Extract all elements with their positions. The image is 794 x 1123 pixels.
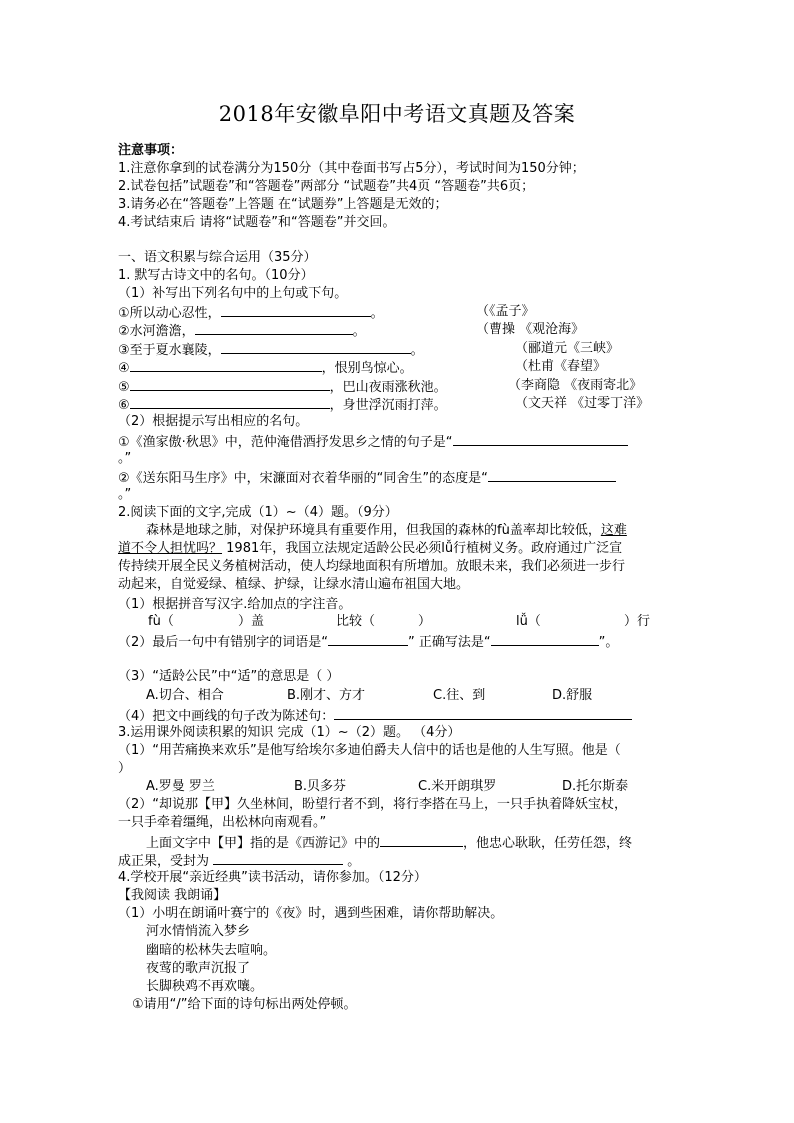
sub-item: ①请用“/”给下面的诗句标出两处停顿。 [132, 997, 357, 1012]
source: （《孟子》 [476, 304, 535, 319]
fill-line: ①所以动心忍性， 。 [118, 303, 384, 323]
question-heading: 4.学校开展“亲近经典”读书活动，请你参加。（12分） [118, 870, 427, 885]
notice-heading: 注意事项： [118, 143, 184, 158]
question-heading: 1. 默写古诗文中的名句。（10分） [118, 268, 314, 283]
source: （曹操 《观沧海》 [476, 322, 585, 337]
answer-blank[interactable] [488, 468, 616, 482]
answer-blank[interactable] [491, 632, 599, 646]
underlined-sentence: 这难 [600, 523, 627, 538]
option-d[interactable]: D.托尔斯泰 [562, 779, 629, 794]
answer-blank[interactable] [130, 377, 330, 391]
option-a[interactable]: A.罗曼 罗兰 [146, 779, 215, 794]
fill-line: ①《渔家傲·秋思》中，范仲淹借酒抒发思乡之情的句子是“ [118, 432, 628, 452]
option-c[interactable]: C.米开朗琪罗 [418, 779, 497, 794]
answer-blank[interactable] [221, 340, 411, 354]
underlined-sentence: 道不令人担忧吗？ [118, 541, 223, 556]
answer-blank[interactable] [195, 321, 353, 335]
fill-line: （4）把文中画线的句子改为陈述句： [118, 706, 632, 726]
option-d[interactable]: D.舒服 [552, 688, 593, 703]
option-c[interactable]: C.往、到 [433, 688, 486, 703]
poem-line: 夜莺的歌声沉报了 [146, 961, 251, 976]
activity-tag: 【我阅读 我朗诵】 [118, 888, 227, 903]
notice-item: 1.注意你拿到的试卷满分为150分（其中卷面书写占5分），考试时间为150分钟； [118, 161, 585, 176]
source: （李商隐 《夜雨寄北》 [508, 378, 643, 393]
answer-blank[interactable] [328, 632, 408, 646]
fill-line: ②《送东阳马生序》中，宋濂面对衣着华丽的“同舍生”的态度是“ [118, 468, 616, 488]
question-heading: 3.运用课外阅读积累的知识 完成（1）~（2）题。 （4分） [118, 725, 461, 740]
sub-question: （3）“适龄公民”中“适”的意思是（ ） [118, 669, 340, 684]
fill-line: ⑤ ，巴山夜雨涨秋池。 [118, 377, 447, 397]
answer-blank[interactable] [130, 358, 322, 372]
poem-line: 河水情悄流入梦乡 [146, 924, 251, 939]
pinyin-c: lǚ（ [516, 614, 541, 629]
answer-blank[interactable] [453, 432, 628, 446]
answer-blank[interactable] [334, 706, 632, 720]
sub-question: 一只手牵着缰绳，出松林向南观看。” [118, 815, 327, 830]
fill-line: 上面文字中【甲】指的是《西游记》中的 ，他忠心耿耿，任劳任怨，终 [118, 833, 632, 853]
sub-question: （1）小明在朗诵叶赛宁的《夜》时，遇到些困难，请你帮助解决。 [118, 906, 504, 921]
sub-question: （2）“却说那【甲】久坐林间，盼望行者不到，将行李搭在马上，一只手执着降妖宝杖， [118, 797, 628, 812]
sub-question: （2）根据提示写出相应的名句。 [118, 414, 309, 429]
fill-line: ④ ，恨别鸟惊心。 [118, 358, 413, 378]
line-end: 。” [118, 451, 132, 466]
fill-line: （2）最后一句中有错别字的词语是“ ” 正确写法是“ ”。 [118, 632, 618, 652]
pinyin-b: 比较（ [336, 614, 376, 629]
option-b[interactable]: B.贝多芬 [294, 779, 347, 794]
notice-item: 2.试卷包括”试题卷”和“答题卷”两部分 “试题卷”共4页 “答题卷”共6页； [118, 179, 535, 194]
section-heading: 一、语文积累与综合运用（35分） [118, 250, 317, 265]
notice-item: 4.考试结束后 请将“试题卷”和“答题卷”并交回。 [118, 215, 396, 230]
answer-blank[interactable] [213, 851, 343, 865]
pinyin-c-end[interactable]: ）行 [624, 614, 651, 629]
source: （杜甫《春望》 [515, 359, 607, 374]
option-b[interactable]: B.刚才、方才 [287, 688, 366, 703]
fill-line: ③至于夏水襄陵， 。 [118, 340, 424, 360]
question-heading: 2.阅读下面的文字,完成（1）~（4）题。（9分） [118, 505, 398, 520]
pinyin-a-end[interactable]: ）盖 [238, 614, 265, 629]
fill-line: ⑥ ，身世浮沉雨打萍。 [118, 395, 447, 415]
passage-line: 传持续开展全民义务植树活动，使人均绿地面积有所增加。放眼未来，我们必须进一步行 [118, 559, 626, 574]
passage-line: 动起来，自觉爱绿、植绿、护绿，让绿水清山遍布祖国大地。 [118, 577, 470, 592]
sub-question: （1）根据拼音写汉字.给加点的字注音。 [118, 597, 352, 612]
option-a[interactable]: A.切合、相合 [146, 688, 224, 703]
pinyin-b-end[interactable]: ） [418, 614, 432, 629]
line-end: 。” [118, 487, 132, 502]
answer-blank[interactable] [130, 395, 330, 409]
poem-line: 幽暗的松林失去喧响。 [146, 943, 277, 958]
fill-line: 成正果，受封为 。 [118, 851, 360, 871]
pinyin-a: fù（ [148, 614, 174, 629]
sub-question: （1）补写出下列名句中的上句或下句。 [118, 286, 348, 301]
poem-line: 长脚秧鸡不再欢嚷。 [146, 979, 264, 994]
passage-line: 森林是地球之肺，对保护环境具有重要作用，但我国的森林的fù盖率却比较低，这难 [146, 523, 627, 538]
source: （郦道元《三峡》 [515, 341, 620, 356]
page-title: 2018年安徽阜阳中考语文真题及答案 [218, 102, 576, 126]
notice-item: 3.请务必在“答题卷”上答题 在“试题券”上答题是无效的； [118, 197, 448, 212]
answer-blank[interactable] [380, 833, 463, 847]
passage-line: 道不令人担忧吗？ 1981年，我国立法规定适龄公民必须lǚ行植树义务。政府通过广泛宣 [118, 541, 623, 556]
line-end: ） [118, 761, 132, 776]
fill-line: ②水河澹澹， 。 [118, 321, 366, 341]
sub-question: （1）“用苦痛换来欢乐”是他写给埃尔多迪伯爵夫人信中的话也是他的人生写照。他是（ [118, 743, 621, 758]
source: （文天祥 《过零丁洋》 [515, 396, 650, 411]
answer-blank[interactable] [221, 303, 371, 317]
